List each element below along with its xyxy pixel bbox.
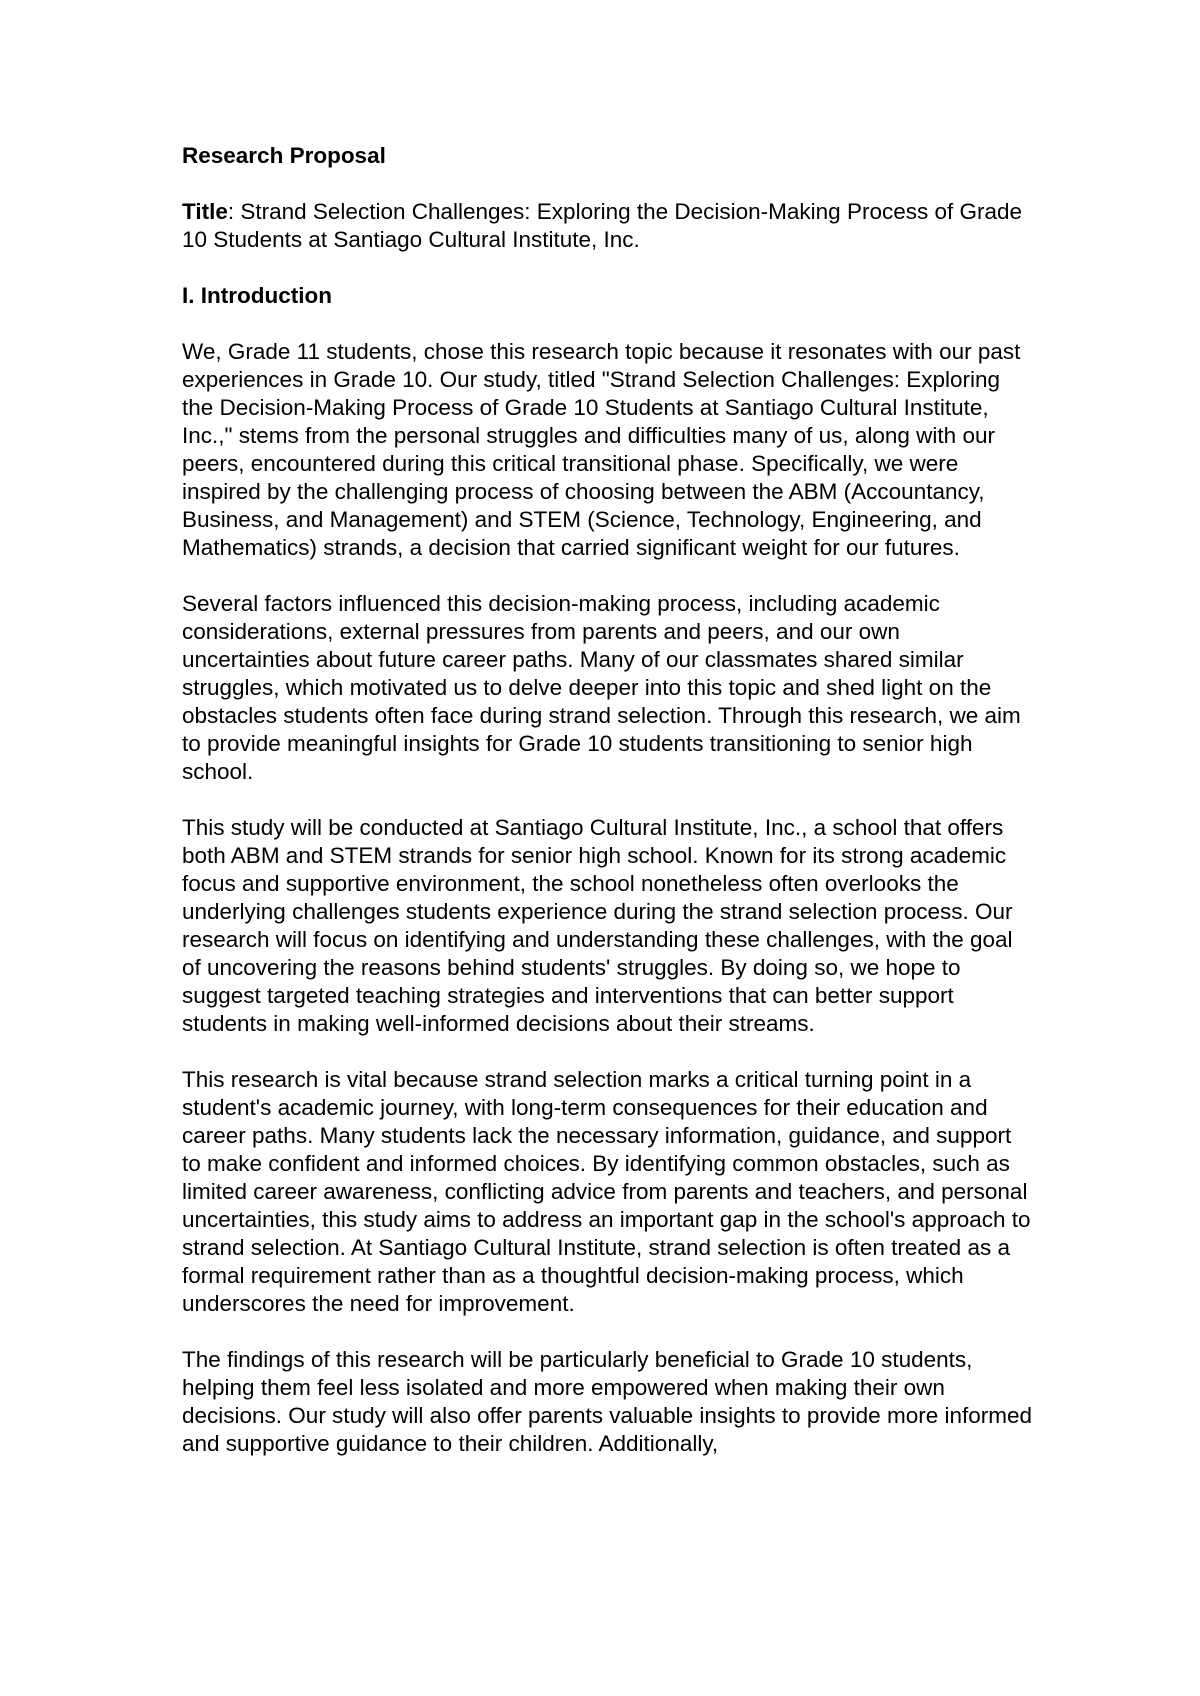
paragraph: We, Grade 11 students, chose this research topic because it resonates with our past experiences in Grade 10. Our study, titled "Strand Selection Challenges: Exploring the Decision-Making Process of Grade 10 Students at Santiago Cultural Institute, Inc.," stems from the personal struggles and difficulties many of us, along with our peers, encountered during this critical transitional phase. Specifically, we were inspired by the challenging process of choosing between the ABM (Accountancy, Business, and Management) and STEM (Science, Technology, Engineering, and Mathematics) strands, a decision that carried significant weight for our futures.	[182, 339, 1021, 560]
paragraph: Several factors influenced this decision-making process, including academic considerations, external pressures from parents and peers, and our own uncertainties about future career paths. Many of our classmates shared similar struggles, which motivated us to delve deeper into this topic and shed light on the obstacles students often face during strand selection. Through this research, we aim to provide meaningful insights for Grade 10 students transitioning to senior high school.	[182, 591, 1021, 784]
document-page	[182, 142, 1032, 1486]
title-label: Title	[182, 199, 228, 224]
title-line	[182, 198, 1032, 254]
paragraph: This study will be conducted at Santiago Cultural Institute, Inc., a school that offers both ABM and STEM strands for senior high school. Known for its strong academic focus and supportive environment, the school nonetheless often overlooks the underlying challenges students experience during the strand selection process. Our research will focus on identifying and understanding these challenges, with the goal of uncovering the reasons behind students' struggles. By doing so, we hope to suggest targeted teaching strategies and interventions that can better support students in making well-informed decisions about their streams.	[182, 815, 1013, 1036]
paragraph: This research is vital because strand selection marks a critical turning point in a student's academic journey, with long-term consequences for their education and career paths. Many students lack the necessary information, guidance, and support to make confident and informed choices. By identifying common obstacles, such as limited career awareness, conflicting advice from parents and teachers, and personal uncertainties, this study aims to address an important gap in the school's approach to strand selection. At Santiago Cultural Institute, strand selection is often treated as a formal requirement rather than as a thoughtful decision-making process, which underscores the need for improvement.	[182, 1067, 1031, 1316]
section-heading-introduction: I. Introduction	[182, 283, 332, 308]
title-text: : Strand Selection Challenges: Exploring the Decision-Making Process of Grade 10 Students at Santiago Cultural Institute, Inc.	[182, 199, 1023, 252]
paragraph: The findings of this research will be particularly beneficial to Grade 10 students, helping them feel less isolated and more empowered when making their own decisions. Our study will also offer parents valuable insights to provide more informed and supportive guidance to their children. Additionally,	[182, 1347, 1033, 1456]
document-heading: Research Proposal	[182, 143, 386, 168]
